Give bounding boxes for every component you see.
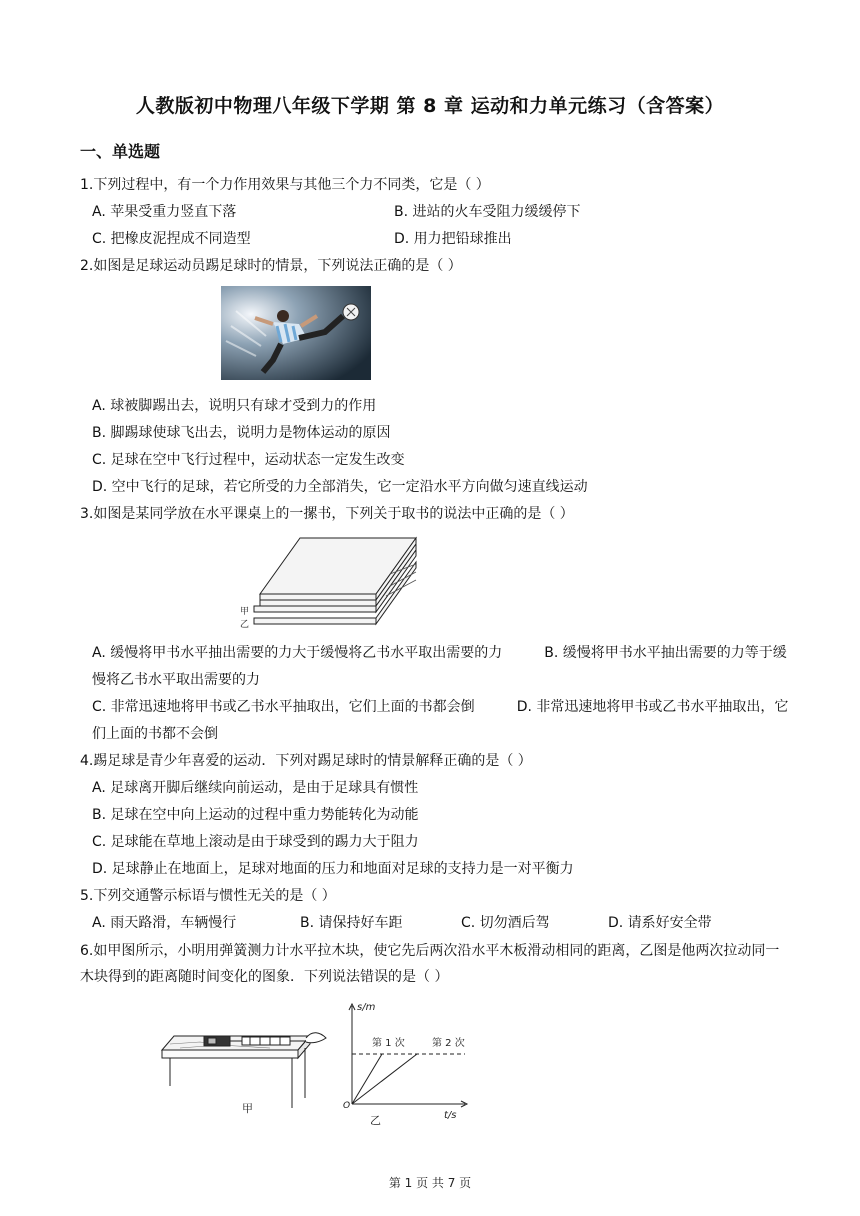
page-title: 人教版初中物理八年级下学期 第 8 章 运动和力单元练习（含答案） [135, 95, 725, 117]
label-yi: 乙 [240, 620, 250, 630]
q3-stem: 3.如图是某同学放在水平课桌上的一摞书，下列关于取书的说法中正确的是（ ） [80, 506, 574, 522]
book-stack-figure [240, 534, 420, 630]
q1-option-b[interactable]: B. 进站的火车受阻力缓缓停下 [394, 204, 581, 220]
axis-x-label: t/s [444, 1110, 457, 1121]
q2-option-b[interactable]: B. 脚踢球使球飞出去，说明力是物体运动的原因 [92, 425, 391, 441]
q3-option-d[interactable]: D. 非常迅速地将甲书或乙书水平抽取出，它们上面的书都不会倒 [92, 699, 789, 742]
q4-option-d[interactable]: D. 足球静止在地面上，足球对地面的压力和地面对足球的支持力是一对平衡力 [92, 861, 574, 877]
q1-option-c[interactable]: C. 把橡皮泥捏成不同造型 [92, 231, 251, 247]
q6-stem: 6.如甲图所示，小明用弹簧测力计水平拉木块，使它先后两次沿水平木板滑动相同的距离，乙图是他两次拉动同一木块得到的距离随时间变化的图象．下列说法错误的是（ ） [80, 943, 780, 985]
figure-jia-label: 甲 [242, 1102, 253, 1115]
q3-option-a[interactable]: A. 缓慢将甲书水平抽出需要的力大于缓慢将乙书水平取出需要的力 [92, 645, 503, 661]
figure-yi-label: 乙 [370, 1114, 381, 1127]
page-footer: 第 1 页 共 7 页 [388, 1176, 472, 1190]
q5-option-d[interactable]: D. 请系好安全带 [608, 915, 712, 931]
q5-option-b[interactable]: B. 请保持好车距 [300, 915, 403, 931]
q2-option-c[interactable]: C. 足球在空中飞行过程中，运动状态一定发生改变 [92, 452, 405, 468]
q4-option-a[interactable]: A. 足球离开脚后继续向前运动，是由于足球具有惯性 [92, 780, 419, 796]
label-jia: 甲 [240, 607, 250, 617]
q1-option-a[interactable]: A. 苹果受重力竖直下落 [92, 204, 237, 220]
q6-figure [160, 1000, 495, 1128]
q3-options-ab [92, 640, 792, 694]
q3-option-c[interactable]: C. 非常迅速地将甲书或乙书水平抽取出，它们上面的书都会倒 [92, 699, 475, 715]
line1-label: 第 1 次 [372, 1038, 405, 1049]
q2-option-d[interactable]: D. 空中飞行的足球，若它所受的力全部消失，它一定沿水平方向做匀速直线运动 [92, 479, 588, 495]
q3-options-cd [92, 694, 792, 748]
section-heading: 一、单选题 [80, 142, 161, 161]
q5-option-a[interactable]: A. 雨天路滑，车辆慢行 [92, 915, 237, 931]
q5-stem: 5.下列交通警示标语与惯性无关的是（ ） [80, 888, 336, 904]
axis-y-label: s/m [357, 1002, 376, 1013]
q2-option-a[interactable]: A. 球被脚踢出去，说明只有球才受到力的作用 [92, 398, 377, 414]
soccer-player-photo [221, 286, 371, 380]
q4-option-c[interactable]: C. 足球能在草地上滚动是由于球受到的踢力大于阻力 [92, 834, 419, 850]
line2-label: 第 2 次 [432, 1038, 465, 1049]
q1-option-d[interactable]: D. 用力把铅球推出 [394, 231, 512, 247]
q4-stem: 4.踢足球是青少年喜爱的运动．下列对踢足球时的情景解释正确的是（ ） [80, 753, 532, 769]
origin-label: O [343, 1101, 351, 1111]
q5-option-c[interactable]: C. 切勿酒后驾 [461, 915, 550, 931]
q2-stem: 2.如图是足球运动员踢足球时的情景，下列说法正确的是（ ） [80, 258, 462, 274]
q4-option-b[interactable]: B. 足球在空中向上运动的过程中重力势能转化为动能 [92, 807, 419, 823]
q1-stem: 1.下列过程中，有一个力作用效果与其他三个力不同类，它是（ ） [80, 177, 490, 193]
q3-option-b[interactable]: B. 缓慢将甲书水平抽出需要的力等于缓慢将乙书水平取出需要的力 [92, 645, 787, 688]
